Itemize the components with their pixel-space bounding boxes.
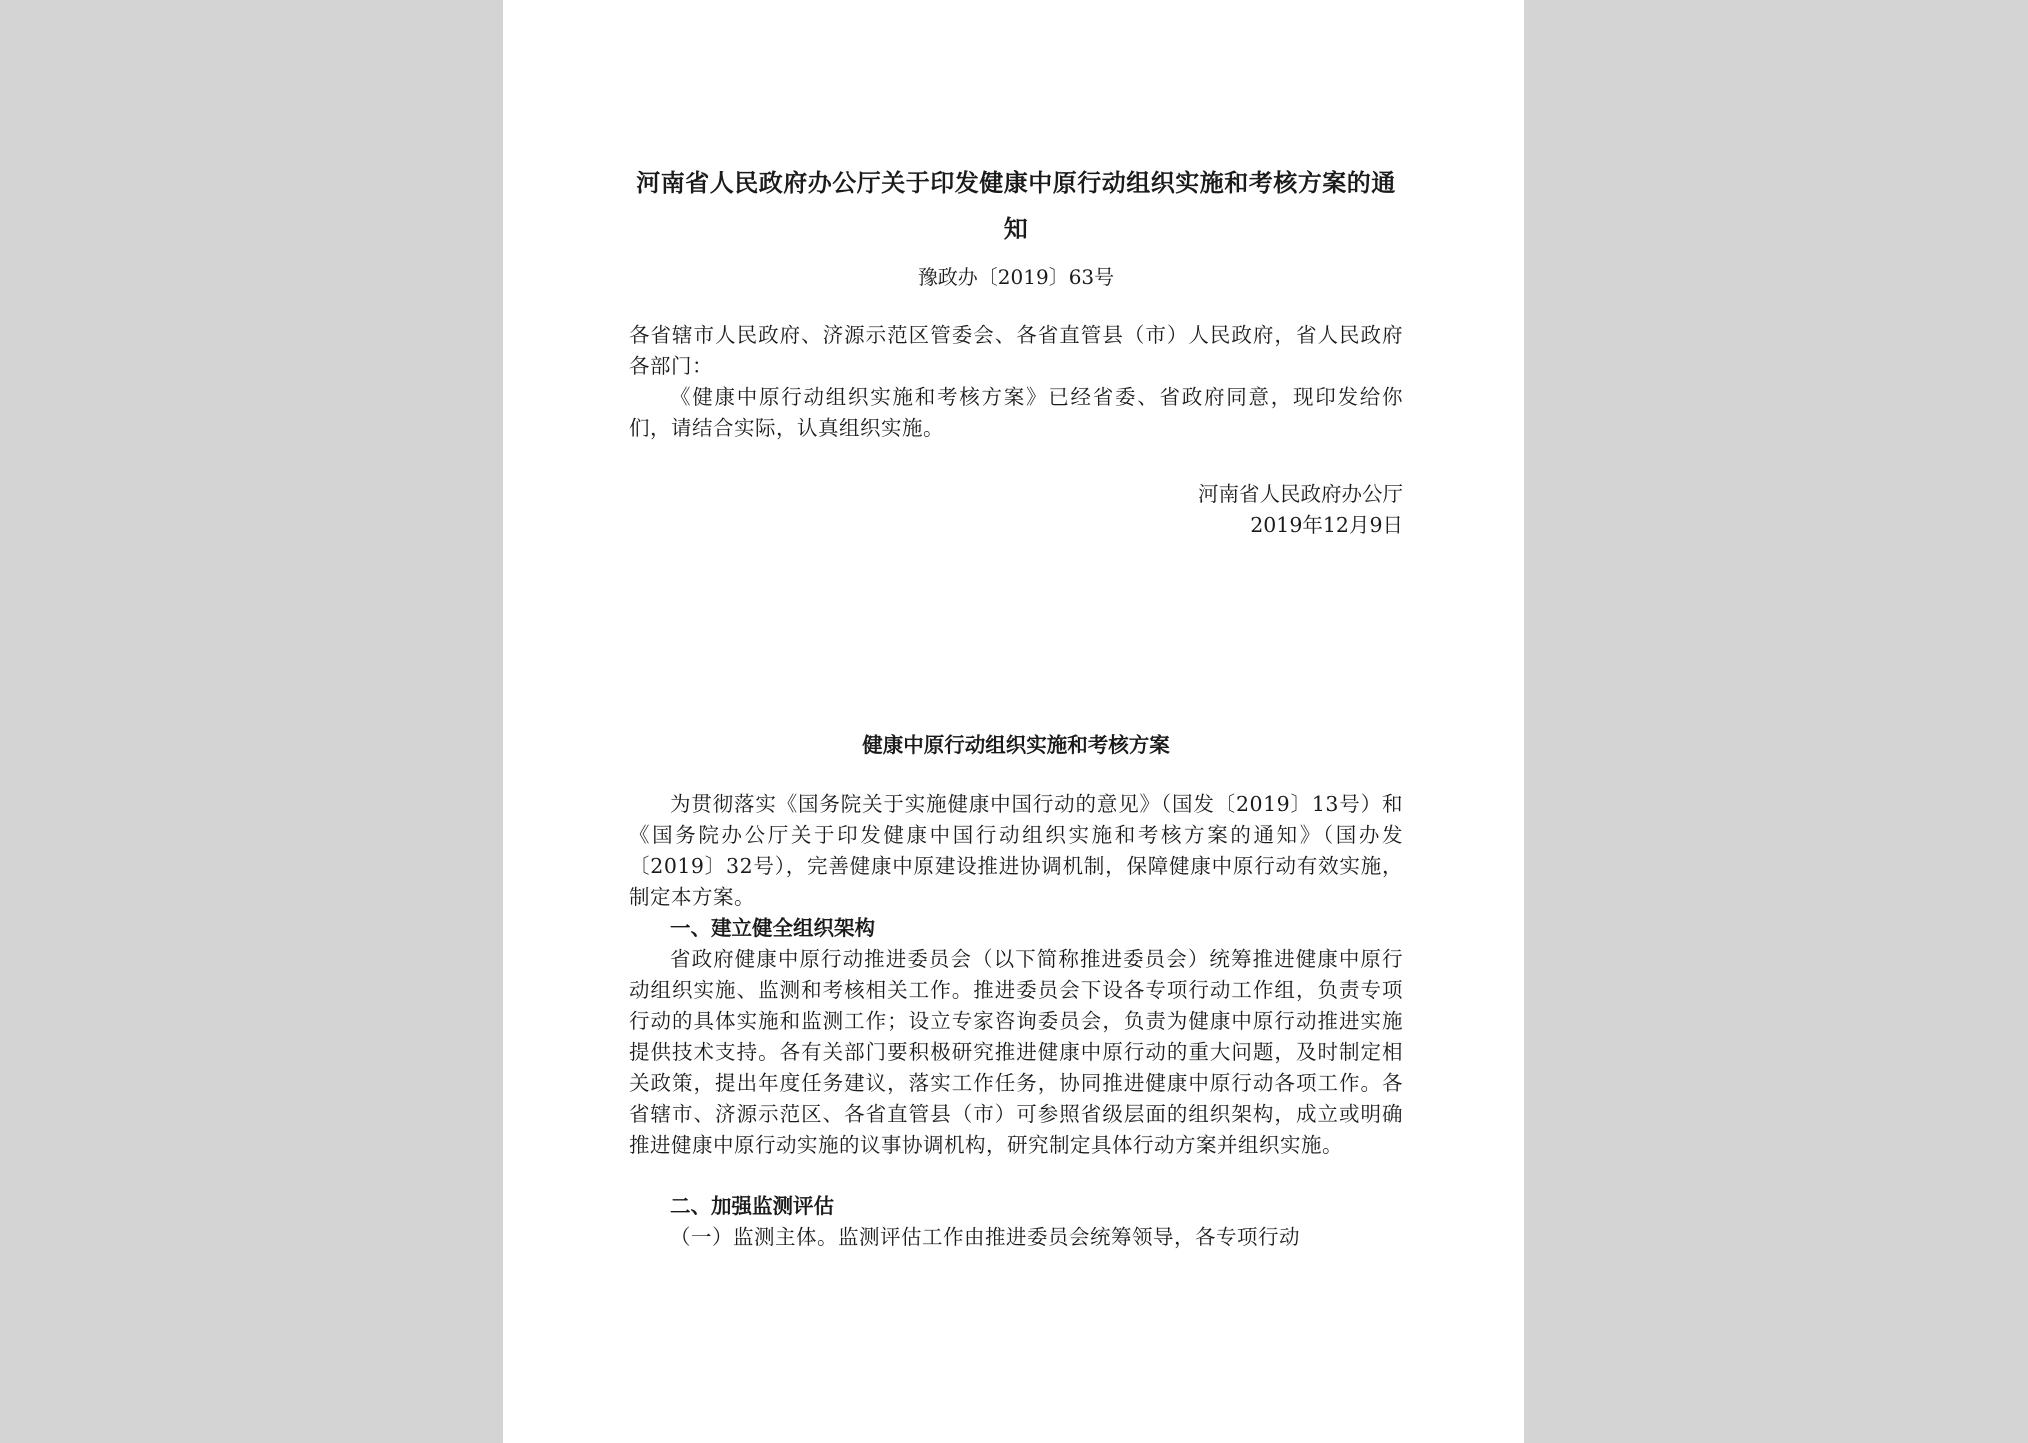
document-number: 豫政办〔2019〕63号 xyxy=(917,265,1115,289)
section-heading-1: 一、建立健全组织架构 xyxy=(670,916,875,940)
notice-addressee: 各省辖市人民政府、济源示范区管委会、各省直管县（市）人民政府，省人民政府各部门： xyxy=(629,323,1403,378)
issuer-name: 河南省人民政府办公厅 xyxy=(1198,482,1403,506)
notice-title: 河南省人民政府办公厅关于印发健康中原行动组织实施和考核方案的通知 xyxy=(636,168,1396,243)
plan-intro: 为贯彻落实《国务院关于实施健康中国行动的意见》（国发〔2019〕13号）和《国务院办公厅关于印发健康中国行动组织实施和考核方案的通知》（国办发〔2019〕32号），完善健康中原建设推进协调机制，保障健康中原行动有效实施，制定本方案。 xyxy=(629,792,1403,909)
issue-date: 2019年12月9日 xyxy=(1250,513,1403,537)
plan-title: 健康中原行动组织实施和考核方案 xyxy=(862,733,1170,757)
section-body-1: 省政府健康中原行动推进委员会（以下简称推进委员会）统筹推进健康中原行动组织实施、监测和考核相关工作。推进委员会下设各专项行动工作组，负责专项行动的具体实施和监测工作；设立专家咨询委员会，负责为健康中原行动推进实施提供技术支持。各有关部门要积极研究推进健康中原行动的重大问题，及时制定相关政策，提出年度任务建议，落实工作任务，协同推进健康中原行动各项工作。各省辖市、济源示范区、各省直管县（市）可参照省级层面的组织架构，成立或明确推进健康中原行动实施的议事协调机构，研究制定具体行动方案并组织实施。 xyxy=(629,947,1403,1157)
section-item-1: （一）监测主体。监测评估工作由推进委员会统筹领导，各专项行动 xyxy=(670,1225,1300,1249)
document-page xyxy=(503,0,1524,1443)
section-heading-2: 二、加强监测评估 xyxy=(670,1194,834,1218)
notice-body: 《健康中原行动组织实施和考核方案》已经省委、省政府同意，现印发给你们，请结合实际，认真组织实施。 xyxy=(629,385,1403,440)
